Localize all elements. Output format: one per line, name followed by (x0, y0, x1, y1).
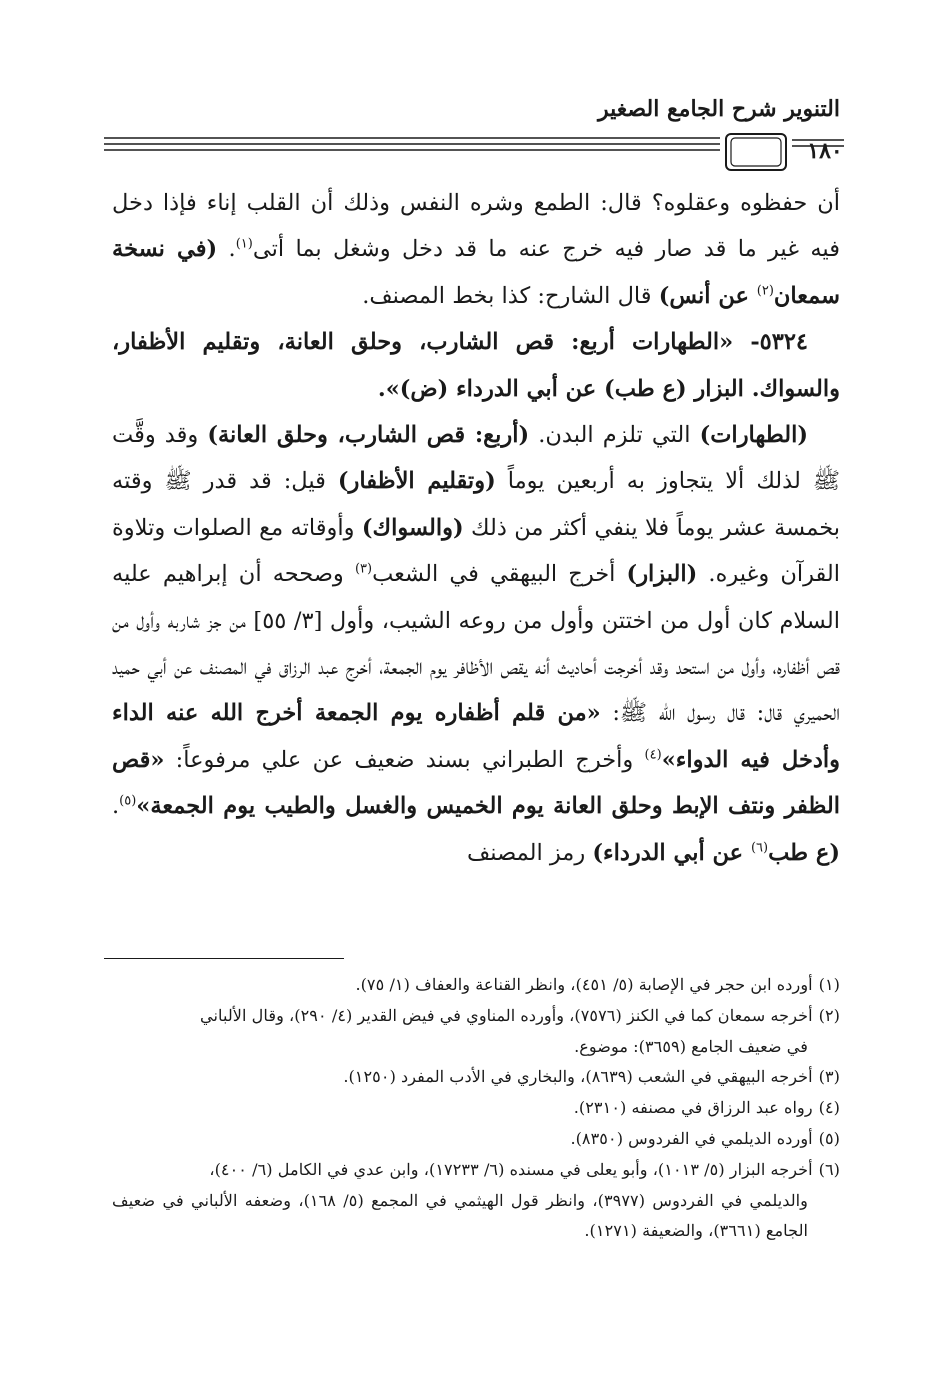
header-rule (104, 128, 844, 174)
running-title: التنوير شرح الجامع الصغير (598, 96, 840, 122)
commentary-paragraph: (الطهارات) التي تلزم البدن. (أربع: قص الشارب، وحلق العانة) وقد وقَّت ﷺ لذلك ألا يتجاوز به أربعين يوماً (وتقليم الأظفار) قيل: قد قدر ﷺ وقته بخمسة عشر يوماً فلا ينفي أكثر من ذلك (والسواك) وأوقاته مع الصلوات وتلاوة القرآن وغيره. (البزار) أخرج البيهقي في الشعب$^{(٣)}$ وصححه أن إبراهيم عليه السلام كان أول من اختتن وأول من روعه الشيب، وأول [٣/ ٥٥] من جز شاربه وأول من قص أظفاره، وأول من استحد وقد أخرجت أحاديث أنه يقص الأظافر يوم الجمعة، أخرج عبد الرزاق في المصنف عن أبي حميد الحميري قال: قال رسول الله ﷺ: «من قلم أظفاره يوم الجمعة أخرج الله عنه الداء وأدخل فيه الدواء»$^{(٤)}$ وأخرج الطبراني بسند ضعيف عن علي مرفوعاً: «قص الظفر ونتف الإبط وحلق العانة يوم الخميس والغسل والطيب يوم الجمعة»$^{(٥)}$. (ع طب$^{(٦)}$ عن أبي الدرداء) رمز المصنف (112, 422, 841, 866)
footnote-5: (٥)أورده الديلمي في الفردوس (٨٣٥٠). (570, 1128, 840, 1148)
footnote-3: (٣)أخرجه البيهقي في الشعب (٨٦٣٩)، والبخاري في الأدب المفرد (١٢٥٠). (343, 1067, 840, 1087)
footnote-marker-1: (١) (235, 236, 253, 252)
page-number: ١٨٠ (807, 138, 843, 164)
header-rule-graphic (104, 128, 844, 174)
footnote-separator (104, 958, 344, 959)
footnote-6: (٦)أخرجه البزار (٥/ ١٠١٣)، وأبو يعلى في مسنده (٦/ ١٧٢٣٣)، وابن عدي في الكامل (٦/ ٤٠٠)، والديلمي في الفردوس (٣٩٧٧)، وانظر قول الهيثمي في المجمع (٥/ ١٦٨)، وضعفه الألباني في ضعيف الجامع (٣٦٦١)، والضعيفة (١٢٧١). (112, 1159, 840, 1241)
footnote-marker-5: (٥) (119, 793, 137, 809)
footnote-marker-6: (٦) (750, 840, 769, 856)
hadith-entry: ٥٣٢٤- «الطهارات أربع: قص الشارب، وحلق العانة، وتقليم الأظفار، والسواك. البزار (ع طب) عن أبي الدرداء (ض)». (112, 329, 840, 402)
main-text (112, 180, 840, 876)
footnote-marker-3: (٣) (354, 561, 373, 577)
footnote-4: (٤)رواه عبد الرزاق في مصنفه (٢٣١٠). (573, 1098, 840, 1118)
footnotes (112, 970, 840, 1247)
paragraph-continuation: أن حفظوه وعقلوه؟ قال: الطمع وشره النفس وذلك أن القلب إناء فإذا دخل فيه غير ما قد صار فيه خرج عنه ما قد دخل وشغل بما أتى$^{(١)}$. (في نسخة سمعان$^{(٢)}$ عن أنس) قال الشارح: كذا بخط المصنف. (112, 190, 840, 309)
footnote-1: (١)أورده ابن حجر في الإصابة (٥/ ٤٥١)، وانظر القناعة والعفاف (١/ ٧٥). (355, 975, 840, 994)
footnote-2: (٢)أخرجه سمعان كما في الكنز (٧٥٧٦)، وأورده المناوي في فيض القدير (٤/ ٢٩٠)، وقال الألباني في ضعيف الجامع (٣٦٥٩): موضوع. (200, 1005, 840, 1056)
footnote-marker-2: (٢) (756, 283, 774, 299)
footnote-marker-4: (٤) (644, 747, 662, 763)
